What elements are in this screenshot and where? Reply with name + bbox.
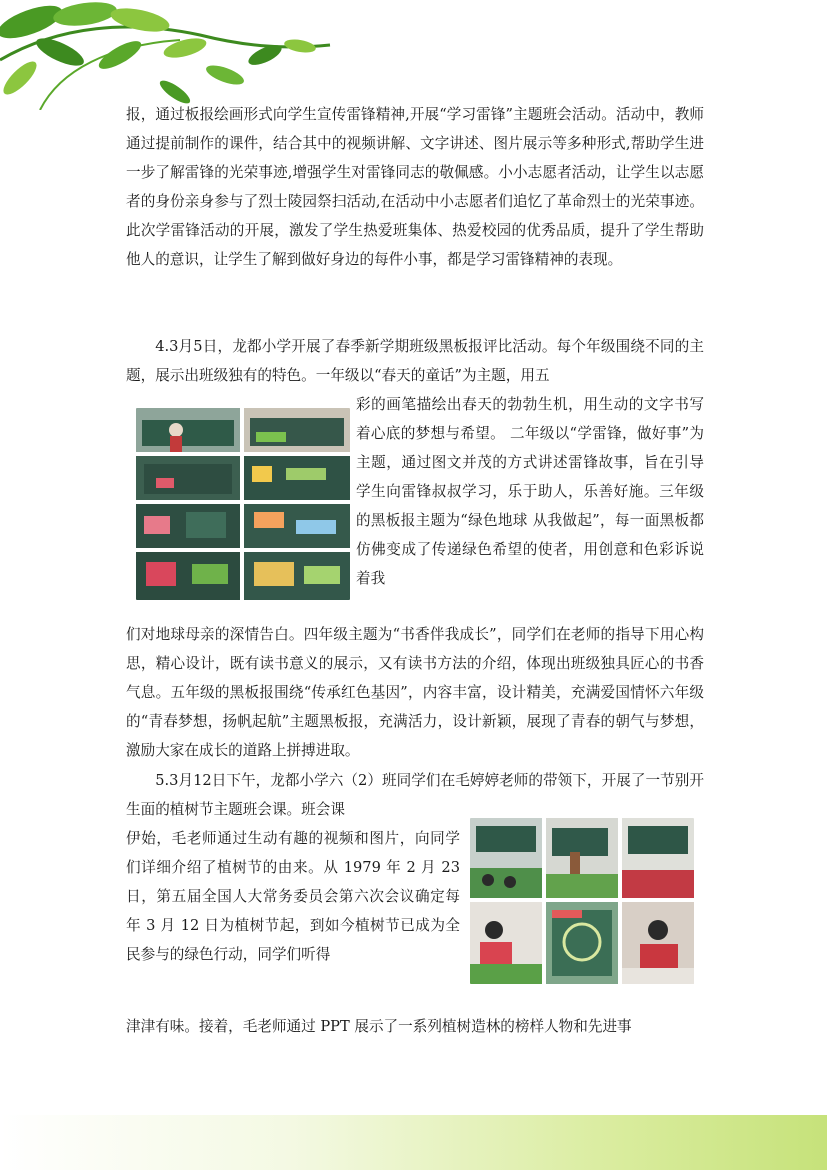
- leaf-branch-decoration: [0, 0, 340, 110]
- paragraph-blackboard-grades: 彩的画笔描绘出春天的勃勃生机，用生动的文字书写着心底的梦想与希望。 二年级以“学雷锋，做好事”为主题，通过图文并茂的方式讲述雷锋故事，旨在引导学生向雷锋叔叔学习，乐于助人，乐善好施。三年级的黑板报主题为“绿色地球 从我做起”，每一面黑板都仿佛变成了传递绿色希望的使者，用创意和色彩诉说着我: [356, 396, 704, 587]
- paragraph-arbor-day-history: 伊始，毛老师通过生动有趣的视频和图片，向同学们详细介绍了植树节的由来。从 1979 年 2 月 23 日，第五届全国人大常务委员会第六次会议确定每年 3 月 12 日为植树节起，到如今植树节已成为全民参与的绿色行动，同学们听得: [126, 830, 460, 963]
- paragraph-leifeng-activities: 报，通过板报绘画形式向学生宣传雷锋精神,开展“学习雷锋”主题班会活动。活动中，教师通过提前制作的课件，结合其中的视频讲解、文字讲述、图片展示等多种形式,帮助学生进一步了解雷锋的光荣事迹,增强学生对雷锋同志的敬佩感。小小志愿者活动，让学生以志愿者的身份亲身参与了烈士陵园祭扫活动,在活动中小志愿者们追忆了革命烈士的光荣事迹。此次学雷锋活动的开展，激发了学生热爱班集体、热爱校园的优秀品质，提升了学生帮助他人的意识，让学生了解到做好身边的每件小事，都是学习雷锋精神的表现。: [126, 106, 704, 268]
- paragraph-blackboard-continued: 们对地球母亲的深情告白。四年级主题为“书香伴我成长”，同学们在老师的指导下用心构思，精心设计，既有读书意义的展示，又有读书方法的介绍，体现出班级独具匠心的书香气息。五年级的黑板报围绕“传承红色基因”，内容丰富，设计精美，充满爱国情怀六年级的“青春梦想，扬帆起航”主题黑板报，充满活力，设计新颖，展现了青春的朝气与梦想，激励大家在成长的道路上拼搏进取。: [126, 626, 704, 759]
- paragraph-arbor-day-intro: 5.3月12日下午，龙都小学六（2）班同学们在毛婷婷老师的带领下，开展了一节别开生面的植树节主题班会课。班会课: [126, 772, 704, 818]
- arbor-day-class-photo-collage: [470, 818, 694, 984]
- blackboard-photo-collage: [136, 408, 350, 600]
- footer-gradient-band: [0, 1115, 827, 1170]
- paragraph-arbor-day-continued: 津津有味。接着，毛老师通过 PPT 展示了一系列植树造林的榜样人物和先进事: [126, 1018, 632, 1035]
- paragraph-blackboard-intro: 4.3月5日，龙都小学开展了春季新学期班级黑板报评比活动。每个年级围绕不同的主题，展示出班级独有的特色。一年级以“春天的童话”为主题，用五: [126, 338, 704, 384]
